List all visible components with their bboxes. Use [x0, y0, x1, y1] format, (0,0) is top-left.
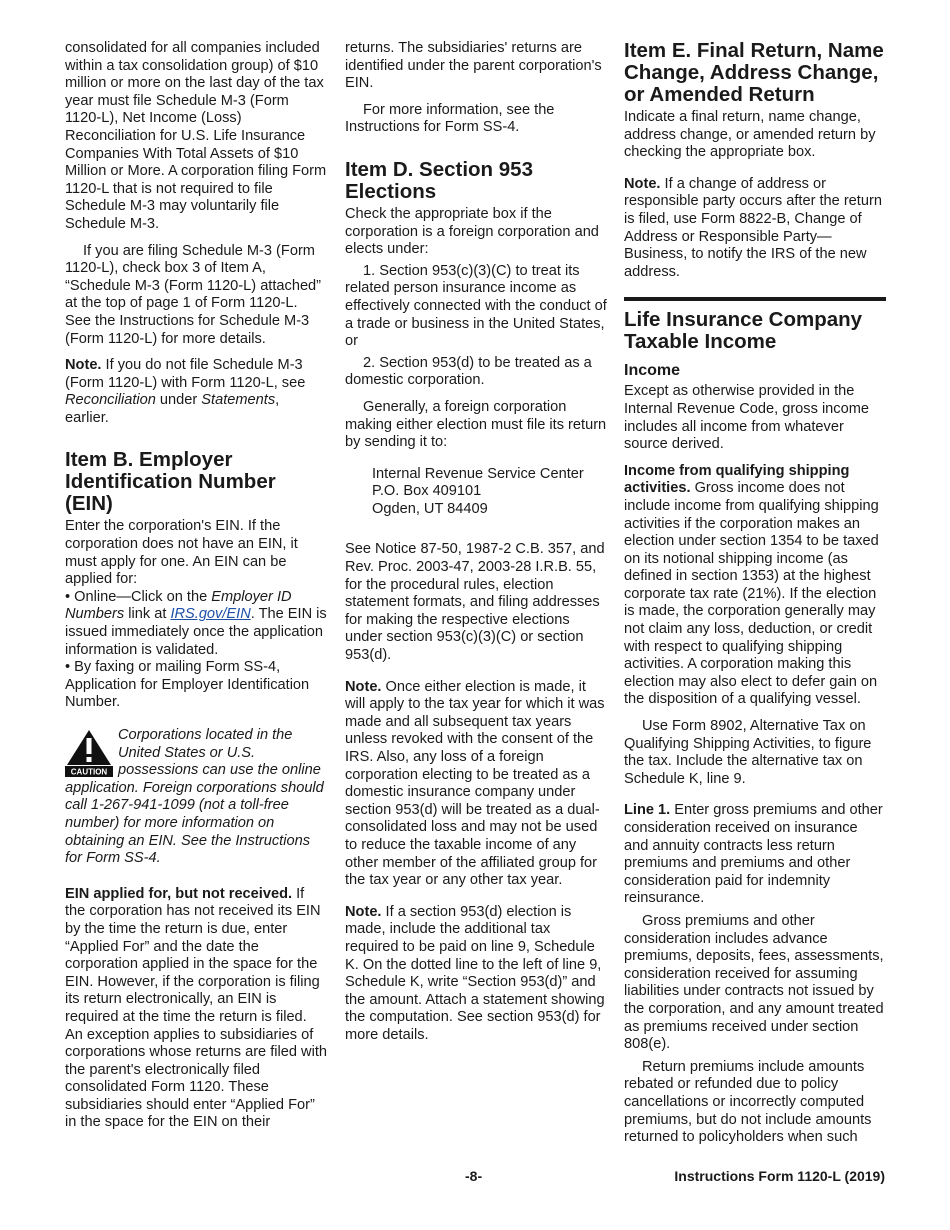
paragraph: Check the appropriate box if the corporation is a foreign corporation and elects under: — [345, 205, 599, 258]
note-text: Once either election is made, it will apply to the tax year for which it was made and all subsequent tax years unless revoked with the consent of the IRS. Also, any loss of a foreign corporation electing to be treated as a domestic insurance company under section 953(d) will be treated as a dual-consolidated loss and may not be used to reduce the taxable income of any other member of the affiliated group for the tax year or any other tax year. — [345, 678, 605, 889]
section-divider — [624, 297, 886, 301]
note-text: If a change of address or responsible party occurs after the return is filed, use Form 8822-B, Change of Address or Responsible Party—Business, to notify the IRS of the new address. — [624, 175, 882, 280]
paragraph: For more information, see the Instructions for Form SS-4. — [345, 101, 555, 136]
note-paragraph — [65, 357, 327, 427]
caution-text: Corporations located in the United States or U.S. possessions can use the online application. Foreign corporations should call 1-267-941-1099 (not a toll-free number) for more information on obtaining an EIN. See the Instructions for Form SS-4. — [65, 727, 324, 867]
caution-icon — [65, 729, 113, 777]
column-left — [65, 40, 327, 1141]
heading-item-b: Item B. Employer Identification Number (EIN) — [65, 448, 276, 516]
paragraph: Use Form 8902, Alternative Tax on Qualifying Shipping Activities, to figure the tax. Include the alternative tax on Schedule K, line 9. — [624, 718, 872, 787]
footer-title: Instructions Form 1120-L (2019) — [674, 1168, 885, 1184]
line1-paragraph — [624, 802, 886, 908]
note-text: If you do not file Schedule M-3 (Form 1120-L) with Form 1120-L, see — [65, 357, 306, 391]
shipping-label: Income from qualifying shipping activities. — [624, 462, 850, 497]
list-item-2: 2. Section 953(d) to be treated as a domestic corporation. — [345, 354, 592, 389]
paragraph: returns. The subsidiaries' returns are identified under the parent corporation's EIN. — [345, 40, 602, 92]
heading-item-e: Item E. Final Return, Name Change, Address Change, or Amended Return — [624, 39, 884, 106]
paragraph: Indicate a final return, name change, address change, or amended return by checking the appropriate box. — [624, 109, 876, 161]
bullet-emphasis: Employer ID Numbers — [65, 588, 292, 623]
caution-block — [65, 727, 327, 868]
paragraph: See Notice 87-50, 1987-2 C.B. 357, and Rev. Proc. 2003-47, 2003-28 I.R.B. 55, for the procedural rules, election statement formats, and filing addresses for making the respective elections under section 953(c)(3)(C) or section 953(d). — [345, 541, 605, 664]
note-text: under — [155, 392, 202, 409]
paragraph: Gross premiums and other consideration includes advance premiums, deposits, fees, assessments, consideration received for assuming liabilities under contracts not issued by the corporation, and any amount treated as premiums received under section 808(e). — [624, 912, 884, 1053]
note-paragraph — [624, 176, 886, 282]
shipping-text: Gross income does not include income from qualifying shipping activities if the corporation makes an election under section 1354 to be taxed on its notional shipping income (as defined in section 1353) at the highest corporate tax rate (21%). If the election is made, the corporation generally may not claim any loss, deduction, or credit with respect to qualifying shipping activities. A corporation making this election may also elect to defer gain on the disposition of a qualifying vessel. — [624, 480, 879, 708]
line1-label: Line 1. — [624, 802, 671, 819]
heading-income: Income — [624, 362, 681, 380]
paragraph: Generally, a foreign corporation making either election must file its return by sending it to: — [345, 398, 607, 451]
ein-paragraph — [65, 886, 327, 1132]
heading-item-d: Item D. Section 953 Elections — [345, 157, 533, 203]
list-item-1: 1. Section 953(c)(3)(C) to treat its related person insurance income as effectively connected with the conduct of a trade or business in the United States, or — [345, 262, 607, 350]
bullet-text: . The EIN is issued immediately once the application information is validated. — [65, 606, 327, 658]
bullet-text: Online—Click on the — [74, 588, 212, 605]
heading-life-insurance: Life Insurance Company Taxable Income — [624, 308, 863, 354]
line1-text: Enter gross premiums and other consideration received on insurance and annuity contracts less return premiums and premiums and other consideration paid for indemnity reinsurance. — [624, 802, 883, 907]
irs-ein-link[interactable]: IRS.gov/EIN — [170, 606, 251, 623]
note-paragraph — [345, 679, 607, 890]
address-line: Internal Revenue Service Center — [372, 465, 584, 482]
note-label: Note. — [345, 678, 382, 695]
note-text: If a section 953(d) election is made, include the additional tax required to be paid on line 9, Schedule K. On the dotted line to the left of line 9, Schedule K, write “Section 953(d)” and the amount. Attach a statement showing the computation. See section 953(d) for more details. — [345, 903, 605, 1043]
page-number: -8- — [465, 1168, 483, 1184]
shipping-paragraph — [624, 463, 886, 709]
bullet-text: link at — [124, 606, 171, 623]
paragraph: Except as otherwise provided in the Internal Revenue Code, gross income includes all income from whatever source derived. — [624, 383, 869, 453]
note-emphasis: Reconciliation — [65, 392, 156, 409]
note-label: Note. — [345, 903, 382, 920]
address-line: Ogden, UT 84409 — [372, 500, 488, 517]
bullet-online — [65, 589, 327, 659]
paragraph: Return premiums include amounts rebated or refunded due to policy cancellations or incorrectly computed premiums, but do not include amounts returned to policyholders when such — [624, 1058, 872, 1146]
mailing-address — [372, 466, 607, 519]
column-right — [624, 40, 886, 1156]
note-label: Note. — [624, 175, 661, 192]
column-middle — [345, 40, 607, 1054]
note-text: , earlier. — [65, 392, 280, 426]
caution-label: CAUTION — [70, 767, 108, 777]
note-label: Note. — [65, 357, 102, 374]
paragraph: Enter the corporation's EIN. If the corporation does not have an EIN, it must apply for one. An EIN can be applied for: — [65, 518, 298, 588]
address-line: P.O. Box 409101 — [372, 483, 482, 500]
note-paragraph — [345, 904, 607, 1045]
paragraph: If you are filing Schedule M-3 (Form 1120-L), check box 3 of Item A, “Schedule M-3 (Form 1120-L) attached” at the top of page 1 of Form 1120-L. See the Instructions for Schedule M-3 (Form 1120-L) for more details. — [65, 242, 322, 347]
note-emphasis: Statements — [201, 392, 276, 409]
paragraph: consolidated for all companies included within a tax consolidation group) of $10 million or more on the last day of the tax year must file Schedule M-3 (Form 1120-L), Net Income (Loss) Reconciliation for U.S. Life Insurance Companies With Total Assets of $10 Million or More. A corporation filing Form 1120-L that is not required to file Schedule M-3 may voluntarily file Schedule M-3. — [65, 40, 327, 232]
ein-label: EIN applied for, but not received. — [65, 885, 293, 902]
bullet-fax-mail: • By faxing or mailing Form SS-4, Application for Employer Identification Number. — [65, 659, 327, 712]
ein-text: If the corporation has not received its EIN by the time the return is due, enter “Applied For” and the date the corporation applied in the space for the EIN. However, if the corporation is filing its return electronically, an EIN is required at the time the return is filed. An exception applies to subsidiaries of corporations whose returns are filed with the parent's electronically filed consolidated Form 1120. These subsidiaries should enter “Applied For” in the space for the EIN on their — [65, 885, 328, 1131]
